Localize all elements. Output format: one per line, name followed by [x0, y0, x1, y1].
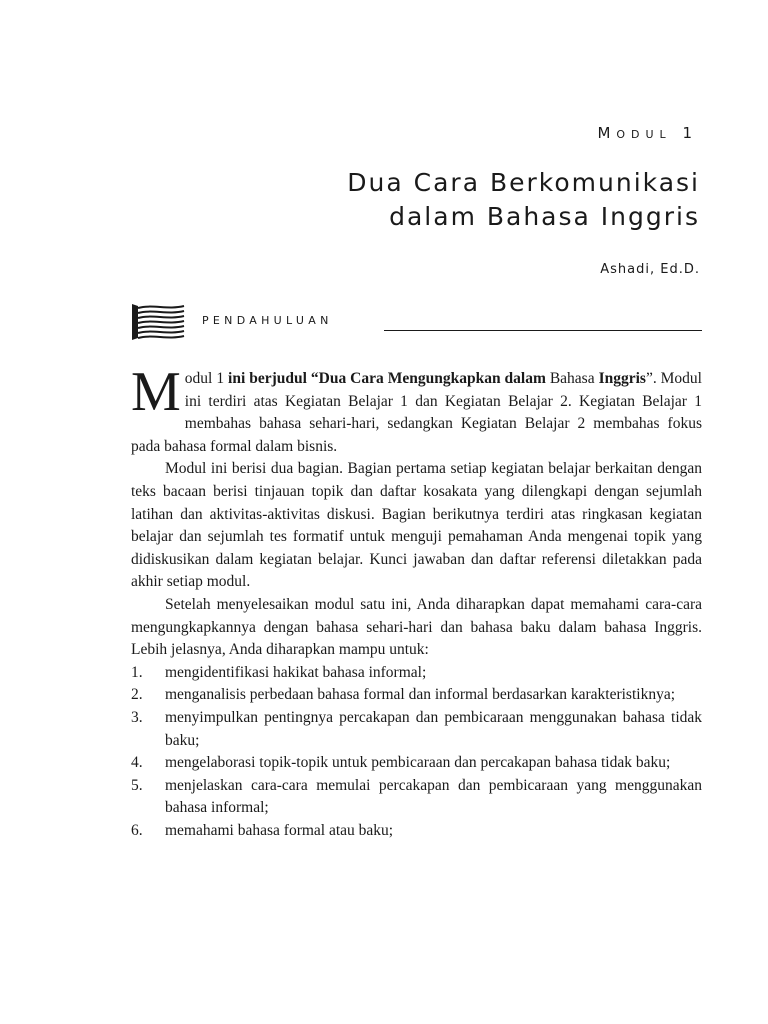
p1-part-d: Inggris [598, 370, 646, 387]
list-item-number: 2. [131, 686, 143, 704]
book-pages-icon [130, 302, 186, 342]
list-item-text: menyimpulkan pentingnya percakapan dan pembicaraan menggunakan bahasa tidak baku; [165, 708, 702, 749]
list-item [131, 684, 702, 707]
list-item-text: menjelaskan cara-cara memulai percakapan dan pembicaraan yang menggunakan bahasa informal; [165, 776, 702, 817]
section-title: PENDAHULUAN [202, 314, 333, 327]
title-line-2: dalam Bahasa Inggris [389, 202, 700, 231]
goals-list [131, 662, 702, 843]
list-item [131, 752, 702, 775]
intro-paragraph-2: Modul ini berisi dua bagian. Bagian pertama setiap kegiatan belajar berkaitan dengan teks bacaan berisi tinjauan topik dan daftar kosakata yang dilengkapi dengan sejumlah latihan dan aktivitas-aktivitas diskusi. Bagian berikutnya terdiri atas ringkasan kegiatan belajar dan sejumlah tes formatif untuk menguji pemahaman Anda mengenai topik yang didiskusikan dalam kegiatan belajar. Kunci jawaban dan daftar referensi diletakkan pada akhir setiap modul. [131, 460, 702, 591]
intro-paragraph-3: Setelah menyelesaikan modul satu ini, Anda diharapkan dapat memahami cara-cara mengungkapkannya dengan bahasa sehari-hari dan bahasa baku dalam bahasa Inggris. Lebih jelasnya, Anda diharapkan mampu untuk: [131, 595, 702, 659]
p1-part-c: Bahasa [545, 370, 599, 387]
list-item-text: memahami bahasa formal atau baku; [165, 821, 394, 839]
intro-paragraph-1 [131, 361, 702, 458]
p1-part-a: odul 1 [184, 370, 229, 387]
drop-cap: M [131, 361, 181, 423]
list-item-number: 5. [131, 776, 143, 794]
p1-part-e: ”. Modul ini terdiri atas Kegiatan Belajar 1 dan Kegiatan Belajar 2. Kegiatan Belajar 1 membahas bahasa sehari-hari, sedangkan Kegiatan Belajar 2 membahas fokus pada bahasa formal dalam bisnis. [131, 370, 702, 455]
section-header [130, 302, 702, 342]
author-name: Ashadi, Ed.D. [600, 262, 700, 277]
list-item-number: 3. [131, 708, 143, 726]
title-line-1: Dua Cara Berkomunikasi [347, 168, 700, 197]
list-item [131, 707, 702, 752]
section-rule [384, 330, 702, 331]
list-item [131, 820, 702, 843]
list-item-text: mengidentifikasi hakikat bahasa informal; [165, 663, 427, 681]
list-item-text: mengelaborasi topik-topik untuk pembicaraan dan percakapan bahasa tidak baku; [165, 754, 671, 772]
body-text [131, 361, 702, 842]
list-item-number: 1. [131, 663, 143, 681]
module-label: Modul 1 [597, 124, 698, 142]
list-item-text: menganalisis perbedaan bahasa formal dan informal berdasarkan karakteristiknya; [165, 686, 676, 704]
page-title [347, 166, 700, 234]
list-item-number: 6. [131, 821, 143, 839]
p1-part-b: ini berjudul “Dua Cara Mengungkapkan dalam [228, 370, 546, 387]
list-item [131, 775, 702, 820]
list-item-number: 4. [131, 754, 143, 772]
list-item [131, 662, 702, 685]
